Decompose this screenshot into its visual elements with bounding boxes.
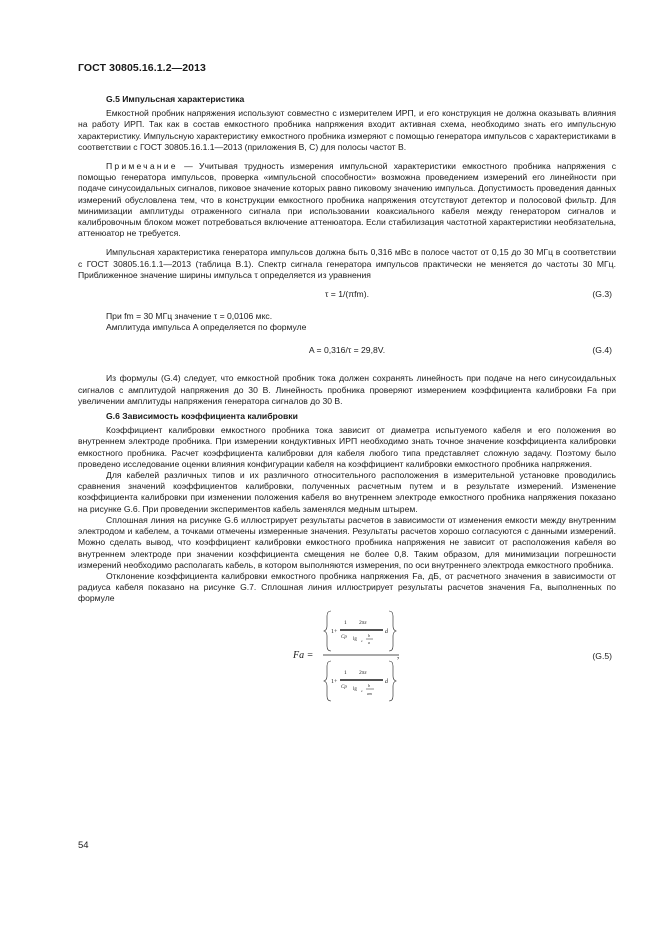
formula-one-2: 1 — [344, 669, 347, 676]
formula-one-plus-2: 1+ — [331, 678, 338, 685]
paragraph: Амплитуда импульса A определяется по формуле — [106, 322, 307, 333]
note-text: — Учитывая трудность измерения импульсной характеристики емкостного пробника напряжения с помощью генератора импульсов, проверка «импульсной способности» возможна проведением измерений его линейности при подаче синусоидальных сигналов, пиковое значение которых равно пиковому значению импульса. Допустимость проведения данных измерений обусловлена тем, что в конструкции емкостного пробника напряжения отсутствуют детектор и полосовой фильтр. Для минимизации амплитуды отраженного сигнала при использовании коаксиального кабеля между генератором сигналов и калибровочным блоком может потребоваться включение аттенюатора. Если стабилизация частотной характеристики необязательна, аттенюатор не требуется. — [78, 161, 616, 239]
formula-lg-2: lg — [353, 686, 357, 692]
formula-g4 — [78, 345, 616, 361]
formula-one: 1 — [344, 619, 347, 626]
formula-g5-graphic — [293, 607, 403, 707]
note-paragraph — [78, 161, 616, 239]
section-title-g5: G.5 Импульсная характеристика — [106, 94, 245, 104]
formula-cp-2: Cp — [341, 684, 347, 690]
formula-g4-text: A = 0,316/τ = 29,8V. — [308, 345, 386, 356]
formula-g3-text: τ = 1/(πfm). — [325, 289, 369, 300]
paragraph: Отклонение коэффициента калибровки емкостного пробника напряжения Fa, дБ, от расчетного значения в зависимости от радиуса кабеля показано на рисунке G.7. Сплошная линия иллюстрирует результаты расчетов значения Fa, выполненных по формуле — [78, 570, 616, 604]
formula-d: d — [385, 628, 388, 635]
note-label: Примечание — [106, 161, 178, 172]
formula-e-2: e — [361, 688, 363, 693]
formula-one-plus: 1+ — [331, 628, 338, 635]
formula-g3 — [78, 289, 616, 305]
formula-b-2: b — [368, 682, 370, 688]
paragraph: Емкостной пробник напряжения используют совместно с измерителем ИРП, и его конструкция не должна оказывать влияния на работу ИРП. Так как в состав емкостного пробника напряжения входит активная схема, необходимо знать его импульсную характеристику. Импульсную характеристику емкостного пробника измеряют с помощью генератора импульсов с характеристиками в соответствии с ГОСТ 30805.16.1.1—2013 (приложения В, С) для полосы частот В. — [78, 108, 616, 152]
paragraph: Коэффициент калибровки емкостного пробника тока зависит от диаметра испытуемого кабеля и его положения во внутреннем электроде пробника. При измерении кондуктивных ИРП необходимо знать точное значение коэффициента калибровки емкостного пробника. Расчет коэффициента калибровки для кабеля любого типа представляет сложную задачу. Поэтому было проведено исследование оценки влияния конфигурации кабеля на коэффициент калибровки емкостного пробника напряжения. — [78, 425, 616, 469]
formula-lhs: Fa = — [293, 649, 314, 661]
formula-d-2: d — [385, 678, 388, 685]
document-header: ГОСТ 30805.16.1.2—2013 — [78, 62, 206, 74]
formula-am: am — [367, 690, 372, 696]
formula-g5-number: (G.5) — [592, 650, 612, 661]
document-content — [78, 94, 616, 707]
formula-two-pi-e-2: 2πε — [359, 669, 367, 676]
paragraph: Импульсная характеристика генератора импульсов должна быть 0,316 мВс в полосе частот от 0,15 до 30 МГц в соответствии с ГОСТ 30805.16.1.1—2013 (таблица В.1). Спектр сигнала генератора импульсов практически не меняется до частоты 30 МГц. Приближенное значение ширины импульса τ определяется из уравнения — [78, 247, 616, 280]
formula-g3-number: (G.3) — [592, 289, 612, 300]
formula-lg: lg — [353, 636, 357, 642]
formula-a: a — [368, 639, 370, 645]
paragraph: Для кабелей различных типов и их различного относительного расположения в измерительной установке проводились сравнения значений коэффициентов калибровки, полученных расчетным путем и в результате измерений. Изменение коэффициента калибровки при изменении положения кабеля во внутреннем электроде емкостного пробника напряжения показано на рисунке G.6. При проведении экспериментов кабель заменялся медным штырем. — [78, 470, 616, 514]
formula-cp: Cp — [341, 634, 347, 640]
formula-comma: , — [397, 649, 400, 660]
formula-two-pi-e: 2πε — [359, 619, 367, 626]
formula-e: e — [361, 638, 363, 643]
formula-g4-number: (G.4) — [592, 345, 612, 356]
section-title-g6: G.6 Зависимость коэффициента калибровки — [106, 411, 298, 422]
formula-b: b — [368, 632, 370, 638]
paragraph: Сплошная линия на рисунке G.6 иллюстрирует результаты расчетов в зависимости от изменения емкости между внутренним электродом и кабелем, а точками отмечены измеренные значения. Результаты расчетов хорошо согласуются с данными измерений. Можно сделать вывод, что коэффициент калибровки емкостного пробника напряжения не зависит от расположения кабеля во внутреннем электроде при значении коэффициента смещения не более 0,8. Таким образом, для минимизации погрешности измерений необходимо располагать кабель, в котором выполняются измерения, по оси внутреннего электрода емкостного пробника. — [78, 514, 616, 570]
page-number: 54 — [78, 840, 89, 851]
paragraph: Из формулы (G.4) следует, что емкостной пробник тока должен сохранять линейность при подаче на него синусоидальных сигналов с амплитудой напряжения до 30 В. Линейность пробника проверяют измерением коэффициента калибровки Fa при увеличении амплитуды напряжения генератора сигналов до 30 В. — [78, 373, 616, 406]
paragraph: При fm = 30 МГц значение τ = 0,0106 мкс. — [106, 311, 273, 322]
formula-g5 — [78, 607, 616, 707]
